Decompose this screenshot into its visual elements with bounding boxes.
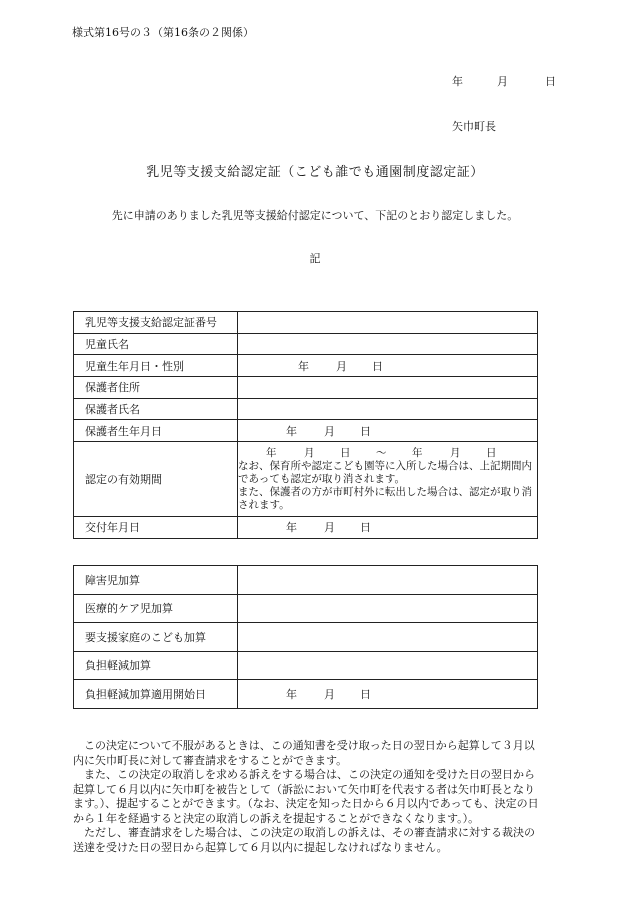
issue-date-label: 交付年月日	[74, 517, 238, 539]
validity-label: 認定の有効期間	[74, 442, 238, 517]
validity-note-2: また、保護者の方が市町村外に転出した場合は、認定が取り消されます。	[238, 485, 532, 511]
intro-text: 先に申請のありました乳児等支援給付認定について、下記のとおり認定しました。	[111, 209, 519, 222]
document-title: 乳児等支援支給認定証（こども誰でも通園制度認定証）	[146, 165, 484, 180]
validity-range	[238, 447, 533, 460]
guardian-birth-label: 保護者生年月日	[74, 420, 238, 442]
month-label: 月	[324, 687, 335, 701]
burden-reduction-add-value	[238, 651, 538, 680]
medical-care-add-label: 医療的ケア児加算	[74, 594, 238, 623]
child-birth-date	[238, 355, 538, 377]
medical-care-add-value	[238, 594, 538, 623]
day-label: 日	[360, 521, 371, 535]
day-label: 日	[360, 687, 371, 701]
month-label: 月	[497, 75, 508, 88]
table-row	[74, 442, 538, 517]
child-birth-gender-label: 児童生年月日・性別	[74, 355, 238, 377]
year-label: 年	[452, 75, 463, 88]
form-number: 様式第16号の３（第16条の２関係）	[72, 26, 254, 39]
ki-label: 記	[309, 252, 321, 265]
guardian-name-label: 保護者氏名	[74, 398, 238, 420]
notice-paragraph-3: ただし、審査請求をした場合は、この決定の取消しの訴えは、その審査請求に対する裁決の送達を受けた日の翌日から起算して６月以内に提起しなければなりません。	[73, 826, 535, 854]
month-label: 月	[324, 424, 335, 438]
table-row	[74, 623, 538, 652]
day-label: 日	[372, 359, 383, 373]
disability-add-label: 障害児加算	[74, 566, 238, 595]
burden-reduction-start-date	[238, 680, 538, 709]
notice-paragraph-1: この決定について不服があるときは、この通知書を受け取った日の翌日から起算して３月以内に矢巾町長に対して審査請求をすることができます。	[73, 739, 535, 767]
guardian-address-label: 保護者住所	[74, 377, 238, 399]
support-family-add-value	[238, 623, 538, 652]
table-row	[74, 355, 538, 377]
day-label: 日	[486, 446, 497, 459]
burden-reduction-add-label: 負担軽減加算	[74, 651, 238, 680]
guardian-name-value	[238, 398, 538, 420]
addition-table	[73, 565, 538, 709]
table-row	[74, 333, 538, 355]
issue-date-value	[238, 517, 538, 539]
table-row	[74, 420, 538, 442]
table-row	[74, 651, 538, 680]
table-row	[74, 312, 538, 334]
day-label: 日	[340, 446, 351, 459]
disability-add-value	[238, 566, 538, 595]
year-label: 年	[412, 446, 423, 459]
table-row	[74, 680, 538, 709]
month-label: 月	[336, 359, 347, 373]
certification-table	[73, 311, 538, 539]
table-row	[74, 377, 538, 399]
month-label: 月	[324, 521, 335, 535]
table-row	[74, 517, 538, 539]
year-label: 年	[266, 446, 277, 459]
year-label: 年	[286, 687, 297, 701]
year-label: 年	[298, 359, 309, 373]
month-label: 月	[450, 446, 461, 459]
guardian-address-value	[238, 377, 538, 399]
day-label: 日	[360, 424, 371, 438]
child-name-label: 児童氏名	[74, 333, 238, 355]
validity-value	[238, 442, 538, 517]
cert-number-value	[238, 312, 538, 334]
tilde: ～	[376, 446, 387, 459]
year-label: 年	[286, 521, 297, 535]
month-label: 月	[304, 446, 315, 459]
day-label: 日	[545, 75, 556, 88]
burden-reduction-start-label: 負担軽減加算適用開始日	[74, 680, 238, 709]
support-family-add-label: 要支援家庭のこども加算	[74, 623, 238, 652]
footer-notice	[73, 739, 540, 855]
table-row	[74, 594, 538, 623]
date-header	[452, 73, 562, 89]
guardian-birth-date	[238, 420, 538, 442]
validity-note-1: なお、保育所や認定こども園等に入所した場合は、上記期間内であっても認定が取り消されます。	[238, 459, 532, 485]
year-label: 年	[286, 424, 297, 438]
table-row	[74, 398, 538, 420]
table-row	[74, 566, 538, 595]
cert-number-label: 乳児等支援支給認定証番号	[74, 312, 238, 334]
notice-paragraph-2: また、この決定の取消しを求める訴えをする場合は、この決定の通知を受けた日の翌日から起算して６月以内に矢巾町を被告として（訴訟において矢巾町を代表する者は矢巾町長となります。）、提起することができます。（なお、決定を知った日から６月以内であっても、決定の日から１年を経過すると決定の取消しの訴えを提起することができなくなります。）。	[73, 768, 539, 825]
child-name-value	[238, 333, 538, 355]
issuer: 矢巾町長	[452, 120, 496, 133]
